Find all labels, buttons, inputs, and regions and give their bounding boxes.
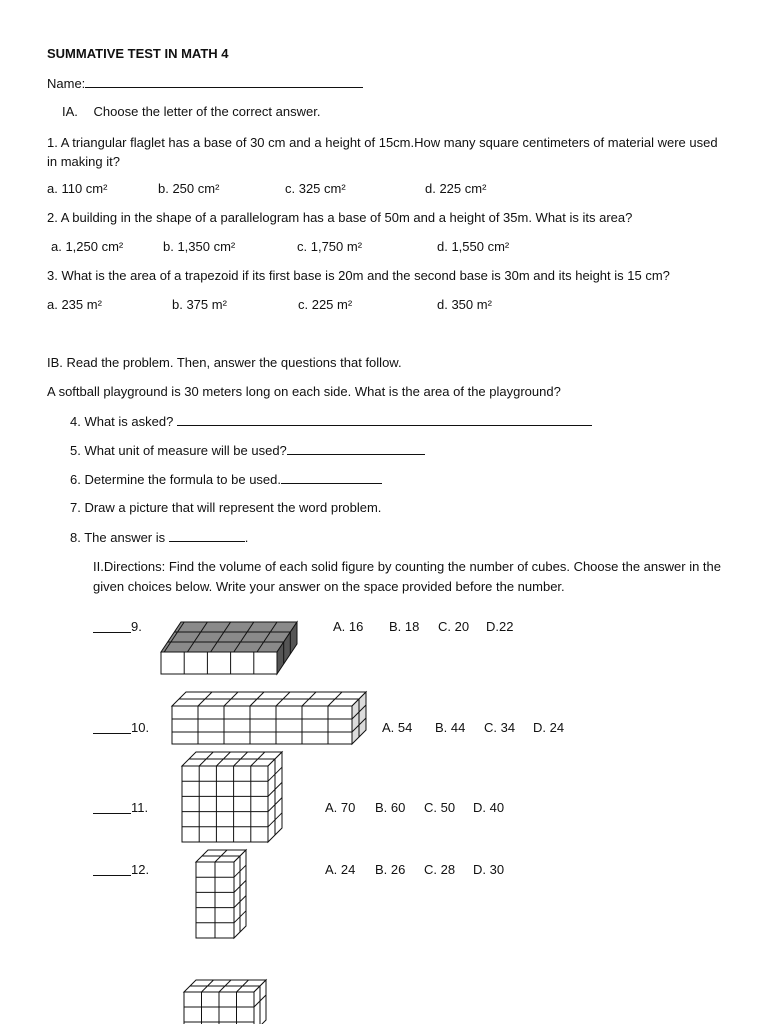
q3-choice-c: c. 225 m²	[298, 297, 353, 312]
item-6-blank[interactable]	[281, 471, 382, 484]
q3-choice-b: b. 375 m²	[172, 297, 227, 312]
item-8-blank[interactable]	[169, 529, 245, 542]
item-5-blank[interactable]	[287, 442, 425, 455]
item-8-text: 8. The answer is	[70, 530, 166, 545]
item-9-choice-d: D.22	[486, 619, 514, 634]
q2-choice-b: b. 1,350 cm²	[163, 239, 236, 254]
item-10-choice-d: D. 24	[533, 720, 565, 735]
item-6-text: 6. Determine the formula to be used.	[70, 472, 282, 487]
q2-choice-c: c. 1,750 m²	[297, 239, 363, 254]
q2-choice-d: d. 1,550 cm²	[437, 239, 510, 254]
question-3: 3. What is the area of a trapezoid if its first base is 20m and the second base is 30m and its height is 15 cm?	[47, 268, 670, 283]
q1-choice-b: b. 250 cm²	[158, 181, 220, 196]
item-12-choice-d: D. 30	[473, 862, 505, 877]
cube-figure-12	[192, 848, 250, 942]
item-10-choice-c: C. 34	[484, 720, 516, 735]
item-4-blank[interactable]	[177, 413, 592, 426]
item-12-answer-blank[interactable]	[93, 875, 131, 876]
part-ia-label: IA.	[62, 104, 78, 119]
q3-choice-a: a. 235 m²	[47, 297, 102, 312]
item-10-choice-b: B. 44	[435, 720, 466, 735]
item-11-choice-d: D. 40	[473, 800, 505, 815]
part-ii-directions	[93, 557, 721, 597]
part-ia-instruction: Choose the letter of the correct answer.	[93, 104, 321, 119]
cube-figure-11	[178, 750, 286, 846]
q3-choice-d: d. 350 m²	[437, 297, 492, 312]
item-11-choice-a: A. 70	[325, 800, 356, 815]
item-5	[70, 442, 425, 458]
item-9-number: 9.	[131, 619, 142, 634]
item-10-number: 10.	[131, 720, 150, 735]
item-4-text: 4. What is asked?	[70, 414, 174, 429]
item-11-choice-c: C. 50	[424, 800, 456, 815]
item-11-choice-b: B. 60	[375, 800, 406, 815]
question-1: 1. A triangular flaglet has a base of 30 cm and a height of 15cm.How many square centimeters of material were used in making it?	[47, 135, 718, 169]
item-5-text: 5. What unit of measure will be used?	[70, 443, 287, 458]
item-10-answer-blank[interactable]	[93, 733, 131, 734]
item-11-number: 11.	[131, 800, 149, 815]
item-12-choice-b: B. 26	[375, 862, 406, 877]
question-2: 2. A building in the shape of a parallelogram has a base of 50m and a height of 35m. What is its area?	[47, 210, 633, 225]
part-ii-directions-text: Find the volume of each solid figure by counting the number of cubes. Choose the answer in the given choices below. Write your answer on the space provided before the number.	[93, 559, 721, 594]
item-11-answer-blank[interactable]	[93, 813, 131, 814]
part-ii-directions-label: II.Directions:	[93, 559, 166, 574]
part-ib-problem: A softball playground is 30 meters long on each side. What is the area of the playground?	[47, 384, 561, 399]
q1-choice-a: a. 110 cm²	[47, 181, 108, 196]
name-row	[47, 75, 363, 91]
q1-choice-c: c. 325 cm²	[285, 181, 346, 196]
name-label: Name:	[47, 76, 86, 91]
item-7: 7. Draw a picture that will represent the word problem.	[70, 500, 382, 515]
test-title: SUMMATIVE TEST IN MATH 4	[47, 46, 229, 61]
cube-figure-10	[168, 688, 374, 748]
item-8-period: .	[244, 530, 249, 545]
q1-choice-d: d. 225 cm²	[425, 181, 487, 196]
item-12-number: 12.	[131, 862, 150, 877]
item-9-choice-a: A. 16	[333, 619, 364, 634]
q2-choice-a: a. 1,250 cm²	[51, 239, 124, 254]
item-12-choice-a: A. 24	[325, 862, 356, 877]
cube-figure-9	[155, 616, 305, 680]
item-4	[70, 413, 592, 429]
part-ia-heading	[62, 104, 320, 119]
item-9-choice-b: B. 18	[389, 619, 420, 634]
item-9-answer-blank[interactable]	[93, 632, 131, 633]
part-ib-instruction: IB. Read the problem. Then, answer the questions that follow.	[47, 355, 402, 370]
item-12-choice-c: C. 28	[424, 862, 456, 877]
item-6	[70, 471, 382, 487]
item-9-choice-c: C. 20	[438, 619, 470, 634]
item-10-choice-a: A. 54	[382, 720, 413, 735]
name-blank[interactable]	[85, 75, 363, 88]
item-8	[70, 529, 248, 545]
cube-figure-13	[180, 976, 270, 1024]
